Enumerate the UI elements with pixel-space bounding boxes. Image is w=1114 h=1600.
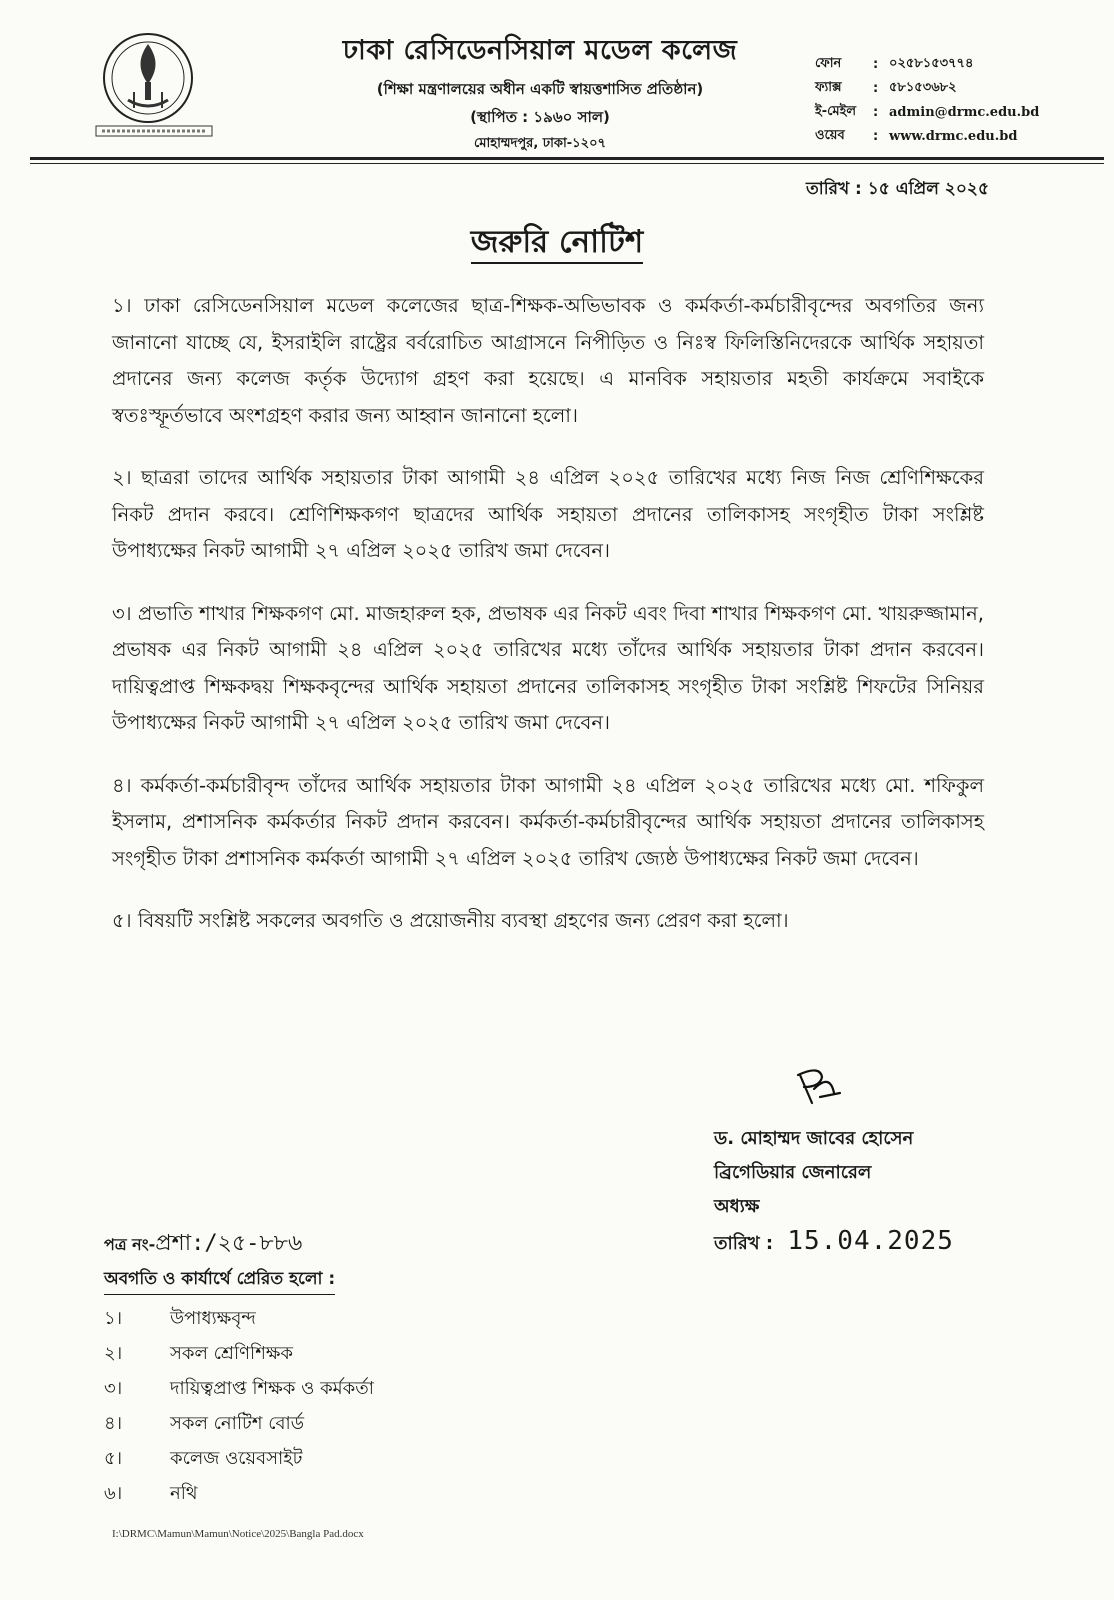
notice-paragraph-2: ২। ছাত্ররা তাদের আর্থিক সহায়তার টাকা আগামী ২৪ এপ্রিল ২০২৫ তারিখের মধ্যে নিজ নিজ শ্রেণিশিক্ষকের নিকট প্রদান করবে। শ্রেণিশিক্ষকগণ ছাত্রদের আর্থিক সহায়তা প্রদানের তালিকাসহ সংগৃহীত টাকা সংশ্লিষ্ট উপাধ্যক্ষের নিকট আগামী ২৭ এপ্রিল ২০২৫ তারিখ জমা দেবেন। [112, 466, 984, 562]
notice-paragraph-3: ৩। প্রভাতি শাখার শিক্ষকগণ মো. মাজহারুল হক, প্রভাষক এর নিকট এবং দিবা শাখার শিক্ষকগণ মো. খায়রুজ্জামান, প্রভাষক এর নিকট আগামী ২৪ এপ্রিল ২০২৫ তারিখের মধ্যে তাঁদের আর্থিক সহায়তার টাকা প্রদান করবেন। দায়িত্বপ্রাপ্ত শিক্ষকদ্বয় শিক্ষকবৃন্দের আর্থিক সহায়তা প্রদানের তালিকাসহ সংগৃহীত টাকা সংশ্লিষ্ট শিফটের সিনিয়র উপাধ্যক্ষের নিকট আগামী ২৭ এপ্রিল ২০২৫ তারিখ জমা দেবেন। [112, 601, 984, 734]
established-year: (স্থাপিত : ১৯৬০ সাল) [470, 108, 610, 126]
list-item-number: ৬। [104, 1483, 123, 1504]
college-name: ঢাকা রেসিডেনসিয়াল মডেল কলেজ [342, 35, 738, 66]
fax-value: ৫৮১৫৩৬৮২ [889, 79, 957, 95]
list-item-number: ১। [104, 1308, 123, 1329]
list-item-text: নথি [170, 1483, 198, 1504]
notice-body [112, 288, 984, 966]
list-item-text: কলেজ ওয়েবসাইট [170, 1448, 303, 1469]
reference-number [104, 1226, 302, 1263]
signatory-rank: ব্রিগেডিয়ার জেনারেল [714, 1162, 872, 1183]
website-value[interactable]: www.drmc.edu.bd [889, 128, 1018, 144]
notice-title: জরুরি নোটিশ [471, 224, 643, 264]
list-item [104, 1442, 374, 1477]
list-item [104, 1372, 374, 1407]
list-item [104, 1407, 374, 1442]
signature-date-value: 15.04.2025 [787, 1226, 954, 1256]
reference-label: পত্র নং- [104, 1235, 156, 1254]
email-value[interactable]: admin@drmc.edu.bd [889, 104, 1040, 120]
contact-web: ওয়েব : www.drmc.edu.bd [815, 124, 1105, 148]
signatory-block [714, 1122, 913, 1224]
contact-fax: ফ্যাক্স : ৫৮১৫৩৬৮২ [815, 76, 1105, 100]
college-address: মোহাম্মদপুর, ঢাকা-১২০৭ [474, 136, 606, 151]
contact-label: ফ্যাক্স [815, 79, 842, 95]
signatory-name: ড. মোহাম্মদ জাবের হোসেন [714, 1128, 914, 1149]
notice-paragraph-4: ৪। কর্মকর্তা-কর্মচারীবৃন্দ তাঁদের আর্থিক সহায়তার টাকা আগামী ২৪ এপ্রিল ২০২৫ তারিখের মধ্যে মো. শফিকুল ইসলাম, প্রশাসনিক কর্মকর্তার নিকট প্রদান করবেন। কর্মকর্তা-কর্মচারীবৃন্দের আর্থিক সহায়তা প্রদানের তালিকাসহ সংগৃহীত টাকা প্রশাসনিক কর্মকর্তা আগামী ২৭ এপ্রিল ২০২৫ তারিখ জ্যেষ্ঠ উপাধ্যক্ষের নিকট জমা দেবেন। [112, 773, 984, 870]
list-item-number: ৪। [104, 1413, 123, 1434]
notice-date: তারিখ : ১৫ এপ্রিল ২০২৫ [806, 179, 989, 199]
contact-label: ওয়েব [815, 127, 845, 143]
college-emblem-icon [94, 30, 214, 140]
list-item [104, 1477, 374, 1512]
list-item-number: ৩। [104, 1378, 123, 1399]
distribution-title: অবগতি ও কার্যার্থে প্রেরিত হলো : [104, 1266, 335, 1295]
signature-date-label: তারিখ : [714, 1233, 774, 1254]
contact-label: ই-মেইল [815, 103, 857, 119]
file-path: I:\DRMC\Mamun\Mamun\Notice\2025\Bangla Pad.docx [112, 1528, 364, 1540]
contact-email: ই-মেইল : admin@drmc.edu.bd [815, 100, 1105, 124]
header-divider-thin [30, 163, 1104, 164]
college-subtitle: (শিক্ষা মন্ত্রণালয়ের অধীন একটি স্বায়ত্তশাসিত প্রতিষ্ঠান) [376, 80, 704, 98]
list-item [104, 1302, 374, 1337]
header-divider [30, 157, 1104, 160]
list-item-text: উপাধ্যক্ষবৃন্দ [170, 1308, 256, 1329]
contact-phone: ফোন : ০২৫৮১৫৩৭৭৪ [815, 52, 1105, 76]
list-item-text: দায়িত্বপ্রাপ্ত শিক্ষক ও কর্মকর্তা [170, 1378, 374, 1399]
list-item-text: সকল শ্রেণিশিক্ষক [170, 1343, 294, 1364]
list-item-text: সকল নোটিশ বোর্ড [170, 1413, 305, 1434]
contact-block [815, 52, 1105, 148]
list-item [104, 1337, 374, 1372]
signatory-designation: অধ্যক্ষ [714, 1196, 760, 1217]
notice-paragraph-1: ১। ঢাকা রেসিডেনসিয়াল মডেল কলেজের ছাত্র-শিক্ষক-অভিভাবক ও কর্মকর্তা-কর্মচারীবৃন্দের অবগতির জন্য জানানো যাচ্ছে যে, ইসরাইলি রাষ্ট্রের বর্বরোচিত আগ্রাসনে নিপীড়িত ও নিঃস্ব ফিলিস্তিনিদেরকে আর্থিক সহায়তা প্রদানের জন্য কলেজ কর্তৃক উদ্যোগ গ্রহণ করা হয়েছে। এ মানবিক সহায়তার মহতী কার্যক্রমে সবাইকে স্বতঃস্ফূর্তভাবে অংশগ্রহণ করার জন্য আহ্বান জানানো হলো। [112, 294, 984, 427]
notice-title-wrap [0, 218, 1114, 270]
signature-date [714, 1226, 954, 1260]
signature-icon [790, 1063, 846, 1109]
notice-paragraph-5: ৫। বিষয়টি সংশ্লিষ্ট সকলের অবগতি ও প্রয়োজনীয় ব্যবস্থা গ্রহণের জন্য প্রেরণ করা হলো। [112, 909, 789, 932]
reference-value: প্রশা:/২৫-৮৮৬ [155, 1231, 303, 1256]
list-item-number: ২। [104, 1343, 123, 1364]
distribution-list [104, 1302, 374, 1512]
list-item-number: ৫। [104, 1448, 123, 1469]
phone-value: ০২৫৮১৫৩৭৭৪ [889, 55, 974, 71]
contact-label: ফোন [815, 55, 842, 71]
